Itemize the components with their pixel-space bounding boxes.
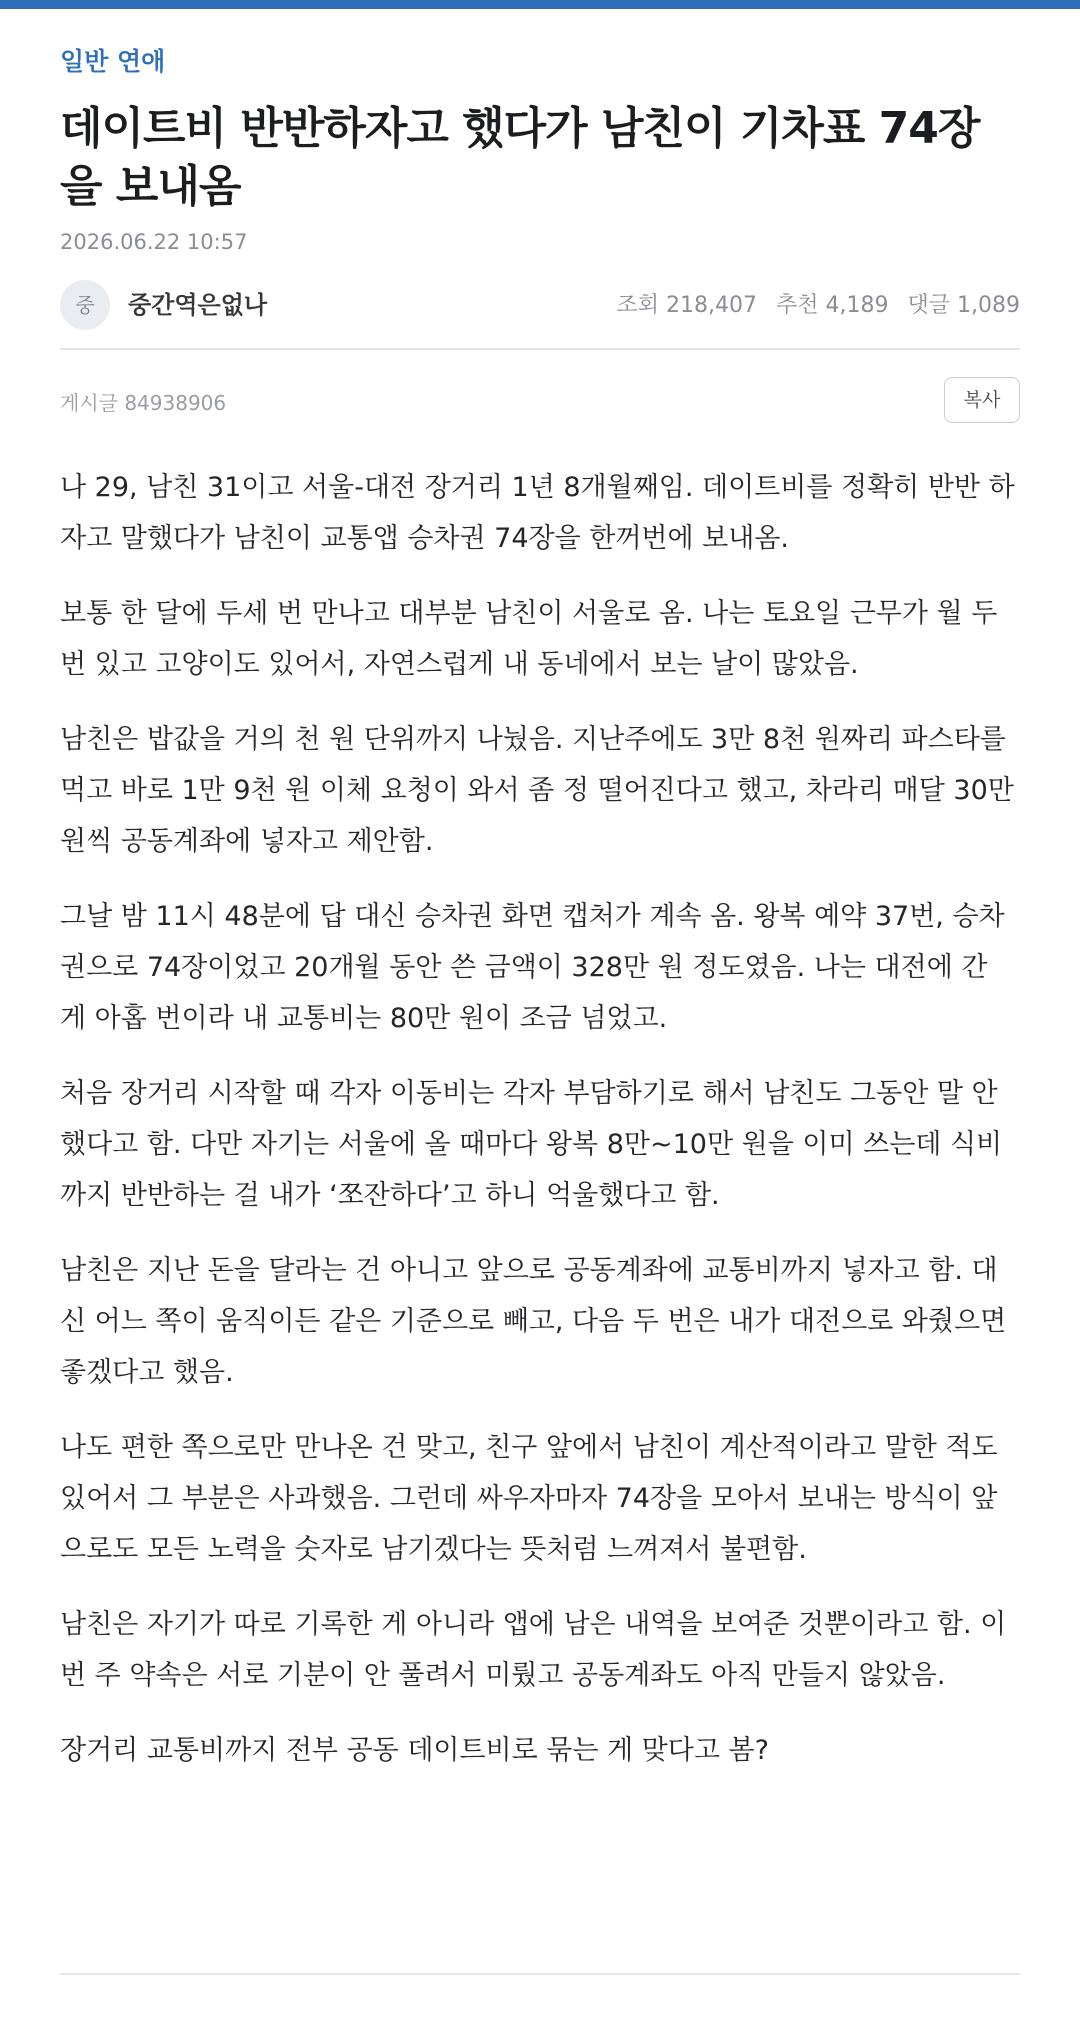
copy-button[interactable]: 복사 — [944, 377, 1020, 423]
post-category[interactable]: 일반 연애 — [60, 47, 166, 76]
post-stats — [605, 291, 1020, 321]
paragraph: 장거리 교통비까지 전부 공동 데이트비로 묶는 게 맞다고 봄? — [60, 1735, 769, 1766]
like-count: 추천 4,189 — [776, 293, 889, 318]
post-date: 2026.06.22 10:57 — [60, 230, 248, 254]
paragraph: 남친은 밥값을 거의 천 원 단위까지 나눴음. 지난주에도 3만 8천 원짜리 파스타를 먹고 바로 1만 9천 원 이체 요청이 와서 좀 정 떨어진다고 했고, 차라리 매달 30만 원씩 공동계좌에 넣자고 제안함. — [60, 724, 1014, 857]
top-accent-bar — [0, 0, 1080, 9]
author-avatar[interactable]: 중 — [60, 280, 110, 330]
author-name[interactable]: 중간역은없나 — [128, 291, 268, 319]
post-body — [60, 462, 1020, 1800]
paragraph: 남친은 지난 돈을 달라는 건 아니고 앞으로 공동계좌에 교통비까지 넣자고 함. 대신 어느 쪽이 움직이든 같은 기준으로 빼고, 다음 두 번은 내가 대전으로 와줬으면 좋겠다고 했음. — [60, 1255, 1007, 1388]
post-id: 게시글 84938906 — [60, 391, 227, 415]
paragraph: 나도 편한 쪽으로만 만나온 건 맞고, 친구 앞에서 남친이 계산적이라고 말한 적도 있어서 그 부분은 사과했음. 그런데 싸우자마자 74장을 모아서 보내는 방식이 앞으로도 모든 노력을 숫자로 남기겠다는 뜻처럼 느껴져서 불편함. — [60, 1432, 998, 1565]
header-divider — [60, 348, 1020, 350]
paragraph: 나 29, 남친 31이고 서울-대전 장거리 1년 8개월째임. 데이트비를 정확히 반반 하자고 말했다가 남친이 교통앱 승차권 74장을 한꺼번에 보내옴. — [60, 472, 1015, 554]
paragraph: 남친은 자기가 따로 기록한 게 아니라 앱에 남은 내역을 보여준 것뿐이라고 함. 이번 주 약속은 서로 기분이 안 풀려서 미뤘고 공동계좌도 아직 만들지 않았음. — [60, 1609, 1007, 1691]
paragraph: 그날 밤 11시 48분에 답 대신 승차권 화면 캡처가 계속 옴. 왕복 예약 37번, 승차권으로 74장이었고 20개월 동안 쓴 금액이 328만 원 정도였음. 나는 대전에 간 게 아홉 번이라 내 교통비는 80만 원이 조금 넘었고. — [60, 901, 1005, 1034]
paragraph: 처음 장거리 시작할 때 각자 이동비는 각자 부담하기로 해서 남친도 그동안 말 안 했다고 함. 다만 자기는 서울에 올 때마다 왕복 8만~10만 원을 이미 쓰는데 식비까지 반반하는 걸 내가 ‘쪼잔하다’고 하니 억울했다고 함. — [60, 1078, 1003, 1211]
view-count: 조회 218,407 — [616, 293, 758, 318]
comment-count[interactable]: 댓글 1,089 — [907, 293, 1020, 318]
post-title: 데이트비 반반하자고 했다가 남친이 기차표 74장을 보내옴 — [60, 103, 980, 212]
paragraph: 보통 한 달에 두세 번 만나고 대부분 남친이 서울로 옴. 나는 토요일 근무가 월 두 번 있고 고양이도 있어서, 자연스럽게 내 동네에서 보는 날이 많았음. — [60, 598, 998, 680]
footer-divider — [60, 1973, 1020, 1975]
